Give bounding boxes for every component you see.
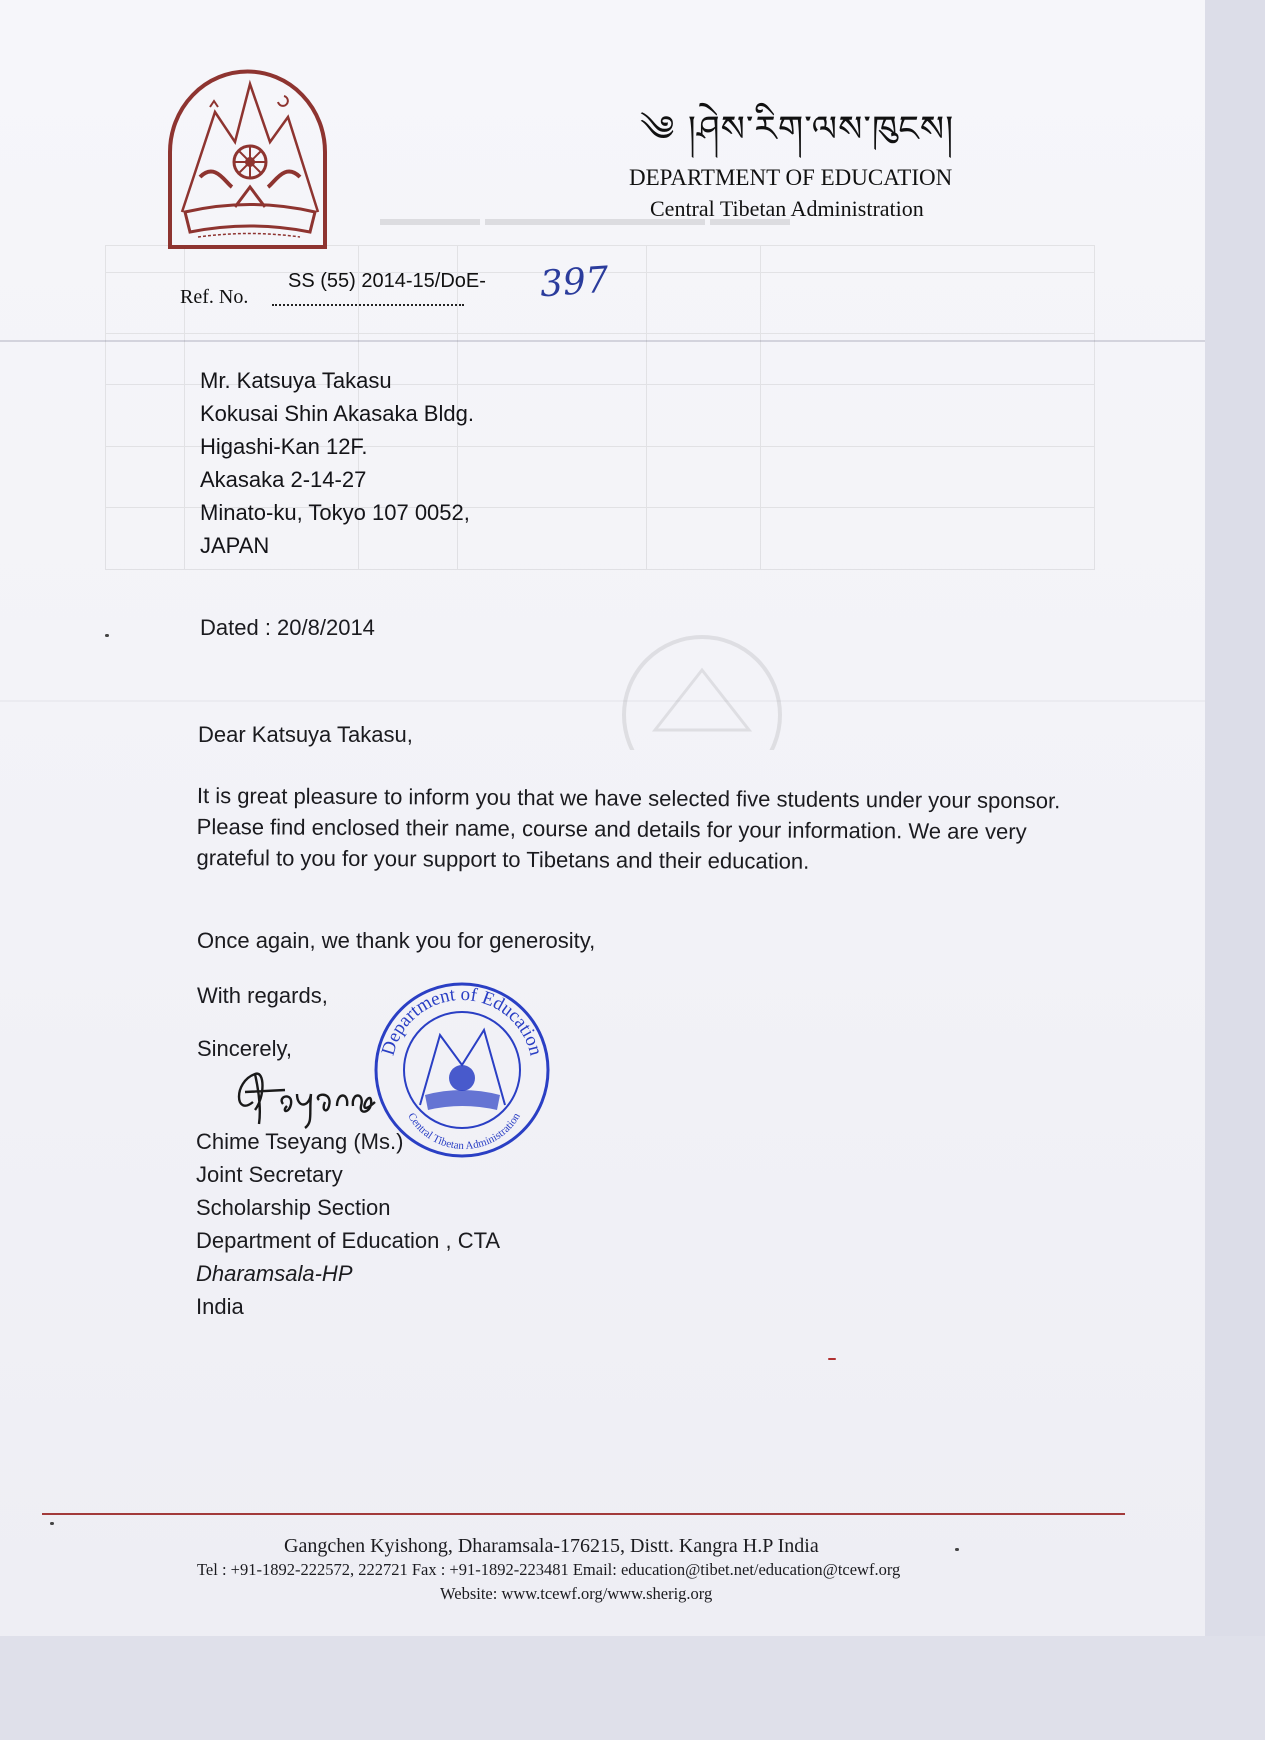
ref-handwritten-number: 397 — [538, 259, 611, 306]
footer-address: Gangchen Kyishong, Dharamsala-176215, Distt. Kangra H.P India — [284, 1535, 819, 1557]
scan-background-bottom — [0, 1636, 1265, 1740]
svg-text:Department of Education — [378, 984, 547, 1058]
thanks-line: Once again, we thank you for generosity, — [197, 928, 596, 953]
signatory-country: India — [196, 1294, 244, 1319]
footer-rule — [42, 1513, 1125, 1515]
stamp-top-text: Department of Education — [377, 983, 547, 1058]
footer-contact: Tel : +91-1892-222572, 222721 Fax : +91-1892-223481 Email: education@tibet.net/education@tcewf.org — [197, 1560, 901, 1579]
bleed-through-title: ▬▬▬▬▬ ▬▬▬▬▬▬▬▬▬▬▬ ▬▬▬▬ — [380, 208, 790, 230]
salutation: Dear Katsuya Takasu, — [198, 722, 413, 747]
department-heading: DEPARTMENT OF EDUCATION — [629, 165, 953, 190]
administration-heading: Central Tibetan Administration — [650, 196, 924, 221]
ref-label: Ref. No. — [180, 286, 249, 308]
address-line: Akasaka 2-14-27 — [200, 467, 367, 492]
scan-background-right — [1205, 0, 1265, 1740]
signatory-name: Chime Tseyang (Ms.) — [196, 1129, 404, 1154]
tibetan-letterhead-title: ༄ །ཤེས་རིག་ལས་ཁུངས། — [640, 109, 955, 150]
stamp-bottom-text: Central Tibetan Administration — [405, 1110, 523, 1153]
sincerely-line: Sincerely, — [197, 1036, 292, 1061]
paper-speck — [105, 634, 109, 637]
ref-number: SS (55) 2014-15/DoE- — [288, 270, 486, 292]
bleed-through-seal — [615, 630, 790, 750]
paper-fold-line — [0, 700, 1205, 702]
handwritten-signature — [225, 1062, 435, 1132]
signatory-section: Scholarship Section — [196, 1195, 391, 1220]
paper-speck — [50, 1522, 54, 1525]
address-line: Higashi-Kan 12F. — [200, 434, 368, 459]
signatory-city: Dharamsala-HP — [196, 1261, 353, 1286]
signatory-title: Joint Secretary — [196, 1162, 343, 1187]
address-line: Kokusai Shin Akasaka Bldg. — [200, 401, 474, 426]
recipient-address — [200, 364, 474, 562]
paper-speck — [828, 1358, 836, 1360]
paper-speck — [955, 1548, 959, 1551]
signatory-department: Department of Education , CTA — [196, 1228, 501, 1253]
address-line: JAPAN — [200, 533, 270, 558]
address-line: Minato-ku, Tokyo 107 0052, — [200, 500, 470, 525]
cta-emblem-logo — [160, 62, 335, 252]
footer-website: Website: www.tcewf.org/www.sherig.org — [440, 1584, 713, 1603]
letter-date: Dated : 20/8/2014 — [200, 615, 375, 640]
letter-body: It is great pleasure to inform you that we have selected five students under your sponsor. Please find enclosed their name, course and details for your information. We are very grateful to you for your support to Tibetans and their education. — [196, 782, 1061, 874]
regards-line: With regards, — [197, 983, 328, 1008]
signatory-block — [196, 1125, 500, 1323]
address-line: Mr. Katsuya Takasu — [200, 368, 392, 393]
